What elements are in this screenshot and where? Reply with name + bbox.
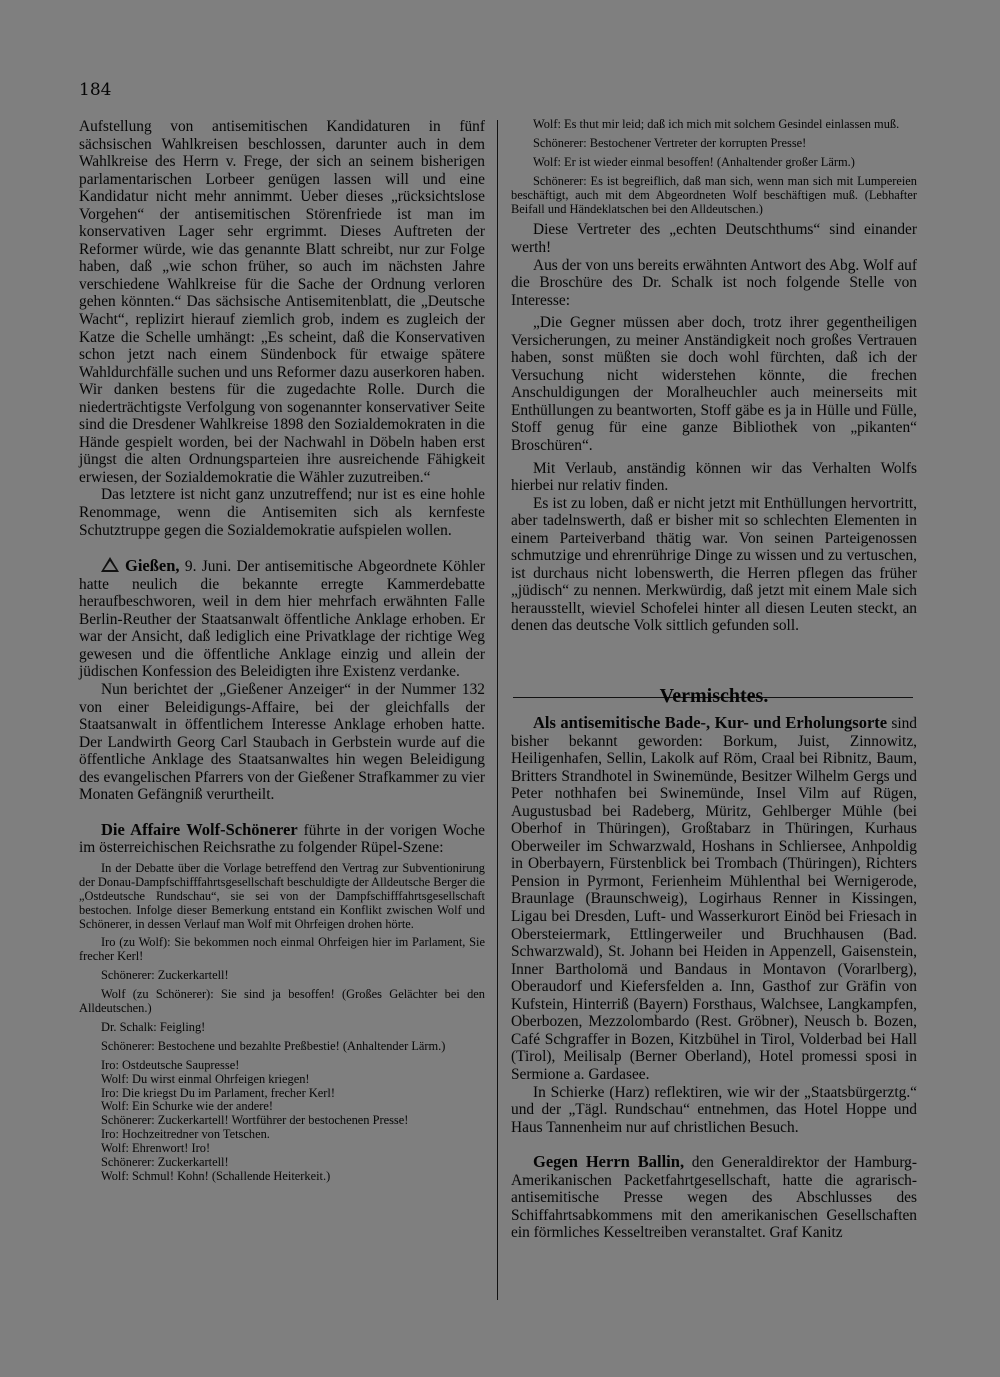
article-continuation: Aufstellung von antisemitischen Kandidaturen in fünf sächsischen Wahlkreisen beschlossen, darunter auch in dem Wahlkreise des Herrn v. Frege, der sich an seinem bisherigen parlamentarischen Lorbeer genügen lassen will und eine Kandidatur nicht mehr annimmt. Ueber dieses „rücksichtslose Vorgehen“ der antisemitischen Störenfriede ist man im konservativen Lager sehr ergrimmt. Dieses Auftreten der Reformer würde, wie das genannte Blatt schreibt, nur zur Folge haben, daß „wie schon früher, so auch im nächsten Jahre verschiedene Wahlkreise für die Sache der Ordnung verloren gehen könnten.“ Das sächsische Antisemitenblatt, die „Deutsche Wacht“, replizirt hierauf ziemlich grob, indem es zugleich der Katze die Schelle umhängt: „Es scheint, daß die Konservativen schon jetzt nach einem Sündenbock für etwaige spätere Wahldurchfälle suchen und uns Reformer dazu auserkoren haben. Wir danken bestens für die zugedachte Rolle. Durch die niederträchtigste Verfolgung von sogenannter konservativer Seite sind die Dresdener Wahlkreise 1898 den Sozialdemokraten in die Hände gespielt worden, bei der Nachwahl in Döbeln haben erst jüngst die alten Ordnungsparteien ihre ausreichende Fähigkeit erwiesen, der Sozialdemokratie die Wähler zuzutreiben.“	[79, 118, 485, 486]
paragraph: Nun berichtet der „Gießener Anzeiger“ in der Nummer 132 von einer Beleidigungs-Affaire, bei der gleichfalls der Staatsanwalt in öffentlichem Interesse Anklage erhoben hatte. Der Landwirth Georg Carl Staubach in Gerbstein wurde auf die öffentliche Anklage des Staatsanwaltes hin wegen Beleidigung des evangelischen Pfarrers von der Gießener Strafkammer zu vier Monaten Gefängniß verurtheilt.	[79, 680, 485, 804]
triangle-icon	[101, 557, 119, 572]
ballin-lead: Gegen Herrn Ballin,	[533, 1152, 685, 1172]
quote-intro: In der Debatte über die Vorlage betreffend den Vertrag zur Subventionirung der Donau-Dampfschifffahrtsgesellschaft beschuldigte der Alldeutsche Berger die „Ostdeutsche Rundschau“, sie sei von der Dampfschifffahrtsgesellschaft bestochen. Infolge dieser Bemerkung entstand ein Konflikt zwischen Wolf und Schönerer, in dessen Verlauf man Wolf mit Ohrfeigen drohen hörte.	[79, 860, 486, 931]
affaire-title: Die Affaire Wolf-Schönerer	[101, 819, 298, 839]
section-heading: Vermischtes.	[659, 685, 769, 708]
ballin-text: den Generaldirektor der Hamburg-Amerikanischen Packetfahrtgesellschaft, hatte die agrarisch-antisemitische Presse wegen des Abschlusses des Schiffahrtsabkommens mit den amerikanischen Gesellschaften ein förmliches Kesseltreiben veranstaltet. Graf Kanitz	[511, 1154, 917, 1242]
paragraph: Mit Verlaub, anständig können wir das Verhalten Wolfs hierbei nur relativ finden.	[511, 459, 917, 495]
dialog-line: Wolf: Ehrenwort! Iro!	[101, 1141, 211, 1156]
paragraph: Aus der von uns bereits erwähnten Antwort des Abg. Wolf auf die Broschüre des Dr. Schalk ist noch folgende Stelle von Interesse:	[511, 256, 917, 309]
giessen-text: 9. Juni. Der antisemitische Abgeordnete Köhler hatte neulich die bekannte erregte Kammerdebatte heraufbeschworen, weil in dem hier mehrfach erwähnten Falle Berlin-Reuther der Staatsanwalt öffentliche Anklage erhoben. Er war der Ansicht, daß lediglich eine Privatklage der richtige Weg gewesen und die öffentliche Anklage einzig und allein der jüdischen Konfession des Beleidigten ihre Existenz verdanke.	[79, 558, 485, 681]
column-divider	[497, 120, 498, 1300]
dialog-line: Wolf: Er ist wieder einmal besoffen! (Anhaltender großer Lärm.)	[533, 154, 855, 169]
dialog-line: Wolf: Es thut mir leid; daß ich mich mit solchem Gesindel einlassen muß.	[533, 117, 900, 131]
dialog-line: Schönerer: Zuckerkartell!	[101, 1155, 229, 1170]
affaire-article	[79, 821, 485, 857]
dialog-line: Iro: Ostdeutsche Saupresse!	[101, 1057, 240, 1072]
paragraph: Es ist zu loben, daß er nicht jetzt mit Enthüllungen hervortritt, aber tadelnswerth, daß er bisher mit so schlechten Elementen in einem Parteiverband thätig war. Von seinen Parteigenossen schmutzige und ehrenrührige Dinge zu wissen und zu vertuschen, ist durchaus nicht lobenswerth, die Herren pflegen das früher „jüdisch“ zu nennen. Merkwürdig, daß jetzt mit einem Male sich herausstellt, wieviel Schofelei hinter all diesen Leuten steckt, an denen das deutsche Volk sittlich gefunden soll.	[511, 494, 917, 635]
kurorte-lead: Als antisemitische Bade-, Kur- und Erholungsorte	[533, 713, 888, 733]
dialog-line: Schönerer: Zuckerkartell!	[101, 968, 229, 983]
dialog-line: Schönerer: Bestochener Vertreter der korrupten Presse!	[533, 135, 807, 150]
kurorte-text: sind bisher bekannt geworden: Borkum, Juist, Zinnowitz, Heiligenhafen, Sellin, Lakolk auf Röm, Craal bei Ribnitz, Baum, Britters Strandhotel in Swinemünde, Besitzer Wilhelm Gergs und Peter nothhafen bei Swinemünde, Insel Vilm auf Rügen, Augustusbad bei Radeberg, Müritz, Gehlberger Mühle (bei Oberhof in Thüringen), Großtabarz in Thüringen, Kurhaus Oberweiler im Schwarzwald, Hoshans in Schliersee, Anhpoldig in Oberbayern, Fürstenblick bei Trombach (Thüringen), Richters Pension in Pyrmont, Ferienheim Mühlenthal bei Wernigerode, Braunlage (Braunschweig), Logirhaus Renner in Kissingen, Ligau bei Dresden, Luft- und Wasserkurort Einöd bei Friesach in Obersteiermark, Ettlingerweiler und Bruchhausen (Bad. Schwarzwald), St. Johann bei Heiden in Appenzell, Gaisenstein, Inner Bartholomä und Bandaus in Montavon (Vorarlberg), Oberaudorf und Kiefersfelden a. Inn, Gasthof zur Gräfin von Kufstein, Hinterriß (Bayern) Forsthaus, Walchsee, Langkampfen, Oberbozen, Mezzolombardo (Rest. Gröbner), Neusch b. Bozen, Café Schgraffer in Bozen, Kitzbühel in Tirol, Volderbad bei Hall (Tirol), Meilisalp (Berner Oberland), Hotel promessi sposi in Sermione a. Gardasee.	[511, 715, 917, 1083]
kurorte-article	[511, 714, 917, 1083]
dialog-line: Iro: Die kriegst Du im Parlament, frecher Kerl!	[101, 1085, 335, 1100]
dialog-line: Iro (zu Wolf): Sie bekommen noch einmal Ohrfeigen hier im Parlament, Sie frecher Kerl!	[79, 935, 485, 964]
ballin-article	[511, 1153, 917, 1242]
dialog-line: Schönerer: Es ist begreiflich, daß man sich, wenn man sich mit Lumpereien beschäftigt, auch mit dem Abgeordneten Wolf beschäftigen muß. (Lebhafter Beifall und Händeklatschen bei den Alldeutschen.)	[511, 173, 917, 216]
dialog-line: Schönerer: Zuckerkartell! Wortführer der bestochenen Presse!	[101, 1113, 409, 1128]
giessen-place: Gießen,	[125, 556, 180, 576]
paragraph: In Schierke (Harz) reflektiren, wie wir der „Staatsbürgerztg.“ und der „Tägl. Rundschau“ entnehmen, das Hotel Hoppe und Haus Tannenheim nur auf christlichen Besuch.	[511, 1083, 917, 1136]
giessen-article	[79, 556, 485, 681]
paragraph: Das letztere ist nicht ganz unzutreffend; nur ist es eine hohle Renommage, wenn die Antisemiten sich als kernfeste Schutztruppe gegen die Sozialdemokratie aufspielen wollen.	[79, 486, 485, 539]
dialog-line: Wolf (zu Schönerer): Sie sind ja besoffen! (Großes Gelächter bei den Alldeutschen.)	[79, 987, 485, 1016]
dialog-line: Iro: Hochzeitredner von Tetschen.	[101, 1127, 270, 1142]
affaire-text: führte in der vorigen Woche im österreichischen Reichsrathe zu folgender Rüpel-Szene:	[79, 821, 485, 857]
quotation: „Die Gegner müssen aber doch, trotz ihrer gegentheiligen Versicherungen, zu meiner Anständigkeit noch großes Vertrauen haben, sonst müßten sie doch wohl fürchten, daß ich der Versuchung nicht widerstehen könnte, die frechen Anschuldigungen der Moralheuchler auch meinerseits mit Enthüllungen zu beantworten, Stoff gäbe es ja in Hülle und Fülle, Stoff genug für eine ganze Bibliothek von „pikanten“ Broschüren“.	[511, 314, 917, 454]
dialog-line: Wolf: Du wirst einmal Ohrfeigen kriegen!	[101, 1071, 310, 1086]
dialog-line: Wolf: Schmul! Kohn! (Schallende Heiterkeit.)	[101, 1169, 331, 1183]
dialog-line: Dr. Schalk: Feigling!	[101, 1019, 206, 1034]
left-column	[79, 118, 485, 1184]
right-column	[511, 118, 917, 1242]
page-number: 184	[79, 80, 112, 100]
paragraph: Diese Vertreter des „echten Deutschthums“ sind einander werth!	[511, 221, 917, 256]
dialog-line: Wolf: Ein Schurke wie der andere!	[101, 1099, 274, 1114]
dialog-line: Schönerer: Bestochene und bezahlte Preßbestie! (Anhaltender Lärm.)	[101, 1038, 446, 1053]
